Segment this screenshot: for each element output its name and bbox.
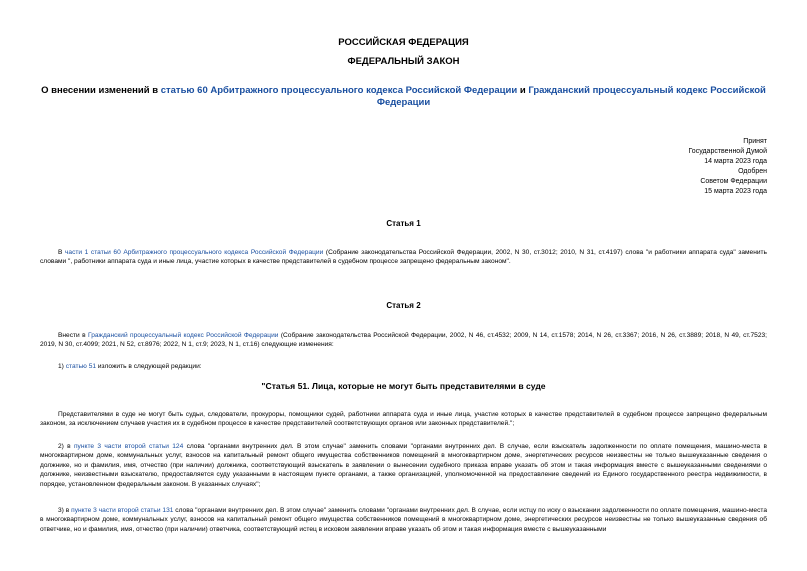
title-text-pre: О внесении изменений в [41, 85, 161, 96]
title-link-apk[interactable]: статью 60 Арбитражного процессуального кодекса Российской Федерации [160, 85, 518, 96]
adoption-line: Государственной Думой [688, 148, 767, 155]
item-3-pre: 3) в [58, 507, 72, 514]
item-2-paragraph [40, 442, 767, 489]
article-51-heading: "Статья 51. Лица, которые не могут быть представителями в суде [261, 381, 546, 391]
item-2-link[interactable]: пункте 3 части второй статьи 124 [73, 443, 184, 450]
adoption-line: Советом Федерации [700, 178, 767, 185]
adoption-line: 14 марта 2023 года [704, 158, 767, 165]
article-2-text: (Собрание законодательства Российской Федерации, 2002, N 46, ст.4532; 2009, N 14, ст.1578; 2014, N 26, ст.3367; 2016, N 26, ст.3889; 2018, N 49, ст.7523; 2019, N 30, ст.4099; 2021, N 52, ст.8976; 2022, N 1, ст.9; 2023, N 1, ст.16) следующие изменения: [40, 332, 767, 349]
article-1-pre: В [58, 249, 65, 256]
adoption-line: 15 марта 2023 года [704, 188, 767, 195]
adoption-line: Одобрен [738, 168, 767, 175]
adoption-line: Принят [743, 138, 767, 145]
title-text-mid: и [517, 85, 529, 96]
article-2-heading: Статья 2 [386, 301, 421, 310]
article-2-pre: Внести в [58, 332, 88, 339]
item-1-text: изложить в следующей редакции: [96, 363, 202, 370]
item-2-text: слова "органами внутренних дел. В этом случае" заменить словами "органами внутренних дел. В случае, если взыскатель задолженности по оплате помещения, машино-места в многоквартирном доме, коммунальных услуг, взносов на капитальный ремонт общего имущества собственников помещений в многоквартирном доме, энергетических ресурсов неизвестны не только вышеуказанные сведения о должнике, но и фамилия, имя, отчество (при наличии) должника, соответствующий взыскатель в заявлении о вынесении судебного приказа вправе указать об этом и такая информация вместе с вышеуказанными сведениями о должнике, неизвестными взыскателю, предоставляется суду указанными в настоящем пункте органами, а также организацией, уполномоченной на предоставление сведений из Единого государственного реестра недвижимости, в порядке, установленном федеральным законом. В указанных случаях"; [40, 443, 768, 488]
article-1-link[interactable]: части 1 статьи 60 Арбитражного процессуального кодекса Российской Федерации [64, 249, 324, 256]
article-2-link[interactable]: Гражданский процессуальный кодекс Российской Федерации [88, 332, 279, 339]
item-3-text: слова "органами внутренних дел. В этом случае" заменить словами "органами внутренних дел. В случае, если истцу по иску о взыскании задолженности по оплате помещения, машино-места в многоквартирном доме, коммунальных услуг, взносов на капитальный ремонт общего имущества собственников помещений в многоквартирном доме, энергетических ресурсов неизвестны не только вышеуказанные сведения об ответчике, но и фамилия, имя, отчество (при наличии) ответчика, соответствующий истец в исковом заявлении вправе указать об этом и такая информация вместе с вышеуказанными [40, 507, 768, 533]
adoption-block [567, 137, 767, 197]
article-1-heading: Статья 1 [386, 219, 421, 228]
item-1-paragraph [40, 362, 767, 371]
article-2-paragraph [40, 331, 767, 350]
law-type-heading: ФЕДЕРАЛЬНЫЙ ЗАКОН [347, 56, 460, 67]
item-3-paragraph [40, 506, 767, 534]
article-1-paragraph [40, 248, 767, 267]
item-3-link[interactable]: пункте 3 части второй статьи 131 [71, 507, 174, 514]
law-title [40, 85, 767, 109]
article-1-text: (Собрание законодательства Российской Федерации, 2002, N 30, ст.3012; 2010, N 31, ст.4197) слова "и работники аппарата суда" заменить словами ", работники аппарата суда и иные лица, участие которых в качестве представителей в судебном процессе запрещено федеральным законом". [40, 249, 767, 266]
item-1-link[interactable]: статью 51 [65, 363, 97, 370]
item-2-pre: 2) в [58, 443, 74, 450]
country-heading: РОССИЙСКАЯ ФЕДЕРАЦИЯ [338, 37, 469, 48]
item-1-pre: 1) [58, 363, 66, 370]
title-link-gpk[interactable]: Гражданский процессуальный кодекс Российской Федерации [376, 85, 766, 108]
article-51-text: Представителями в суде не могут быть судьи, следователи, прокуроры, помощники судей, работники аппарата суда и иные лица, участие которых в качестве представителей в судебном процессе запрещено федеральным законом, за исключением случаев участия их в судебном процессе в качестве представителей соответствующих органов или законных представителей."; [40, 411, 767, 428]
